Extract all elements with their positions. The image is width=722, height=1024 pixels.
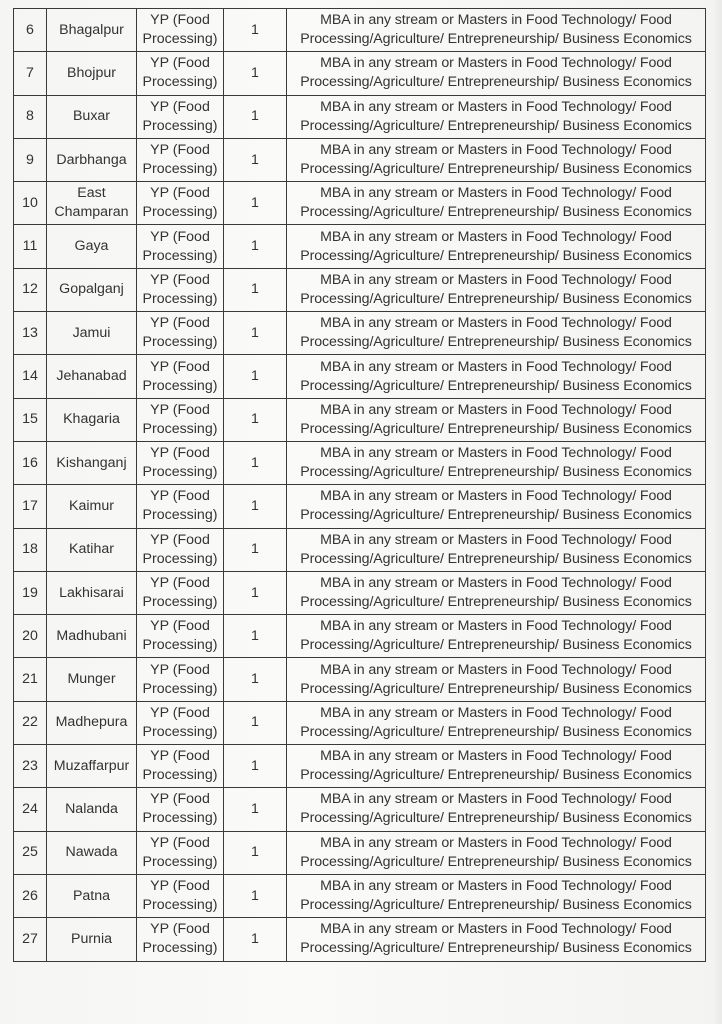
qualification-cell: MBA in any stream or Masters in Food Technology/ Food Processing/Agriculture/ Entrepreneurship/ Business Economics: [287, 701, 706, 744]
district-cell: Bhagalpur: [47, 9, 137, 52]
serial-number-cell: 24: [14, 788, 47, 831]
qualification-cell: MBA in any stream or Masters in Food Technology/ Food Processing/Agriculture/ Entrepreneurship/ Business Economics: [287, 398, 706, 441]
qualification-cell: MBA in any stream or Masters in Food Technology/ Food Processing/Agriculture/ Entrepreneurship/ Business Economics: [287, 918, 706, 961]
qualification-cell: MBA in any stream or Masters in Food Technology/ Food Processing/Agriculture/ Entrepreneurship/ Business Economics: [287, 485, 706, 528]
district-cell: Lakhisarai: [47, 571, 137, 614]
qualification-cell: MBA in any stream or Masters in Food Technology/ Food Processing/Agriculture/ Entrepreneurship/ Business Economics: [287, 874, 706, 917]
table-row: [14, 398, 706, 441]
vacancy-table: [13, 8, 706, 962]
qualification-cell: MBA in any stream or Masters in Food Technology/ Food Processing/Agriculture/ Entrepreneurship/ Business Economics: [287, 441, 706, 484]
serial-number-cell: 20: [14, 615, 47, 658]
vacancy-count-cell: 1: [224, 355, 287, 398]
post-name-cell: YP (Food Processing): [137, 355, 224, 398]
district-cell: Jehanabad: [47, 355, 137, 398]
district-cell: Gopalganj: [47, 268, 137, 311]
qualification-cell: MBA in any stream or Masters in Food Technology/ Food Processing/Agriculture/ Entrepreneurship/ Business Economics: [287, 138, 706, 181]
district-cell: Khagaria: [47, 398, 137, 441]
post-name-cell: YP (Food Processing): [137, 182, 224, 225]
scan-edge-shadow: [712, 0, 722, 1024]
district-cell: Darbhanga: [47, 138, 137, 181]
table-row: [14, 355, 706, 398]
vacancy-count-cell: 1: [224, 615, 287, 658]
qualification-cell: MBA in any stream or Masters in Food Technology/ Food Processing/Agriculture/ Entrepreneurship/ Business Economics: [287, 182, 706, 225]
district-cell: Kaimur: [47, 485, 137, 528]
serial-number-cell: 25: [14, 831, 47, 874]
post-name-cell: YP (Food Processing): [137, 138, 224, 181]
post-name-cell: YP (Food Processing): [137, 918, 224, 961]
vacancy-count-cell: 1: [224, 571, 287, 614]
district-cell: Nawada: [47, 831, 137, 874]
qualification-cell: MBA in any stream or Masters in Food Technology/ Food Processing/Agriculture/ Entrepreneurship/ Business Economics: [287, 658, 706, 701]
vacancy-table-body: [14, 9, 706, 962]
district-cell: Bhojpur: [47, 52, 137, 95]
serial-number-cell: 15: [14, 398, 47, 441]
post-name-cell: YP (Food Processing): [137, 788, 224, 831]
vacancy-count-cell: 1: [224, 701, 287, 744]
serial-number-cell: 18: [14, 528, 47, 571]
table-row: [14, 701, 706, 744]
serial-number-cell: 16: [14, 441, 47, 484]
post-name-cell: YP (Food Processing): [137, 268, 224, 311]
vacancy-count-cell: 1: [224, 788, 287, 831]
post-name-cell: YP (Food Processing): [137, 9, 224, 52]
serial-number-cell: 6: [14, 9, 47, 52]
serial-number-cell: 23: [14, 745, 47, 788]
vacancy-count-cell: 1: [224, 268, 287, 311]
table-row: [14, 745, 706, 788]
district-cell: Buxar: [47, 95, 137, 138]
qualification-cell: MBA in any stream or Masters in Food Technology/ Food Processing/Agriculture/ Entrepreneurship/ Business Economics: [287, 268, 706, 311]
qualification-cell: MBA in any stream or Masters in Food Technology/ Food Processing/Agriculture/ Entrepreneurship/ Business Economics: [287, 788, 706, 831]
serial-number-cell: 22: [14, 701, 47, 744]
district-cell: Purnia: [47, 918, 137, 961]
qualification-cell: MBA in any stream or Masters in Food Technology/ Food Processing/Agriculture/ Entrepreneurship/ Business Economics: [287, 355, 706, 398]
qualification-cell: MBA in any stream or Masters in Food Technology/ Food Processing/Agriculture/ Entrepreneurship/ Business Economics: [287, 831, 706, 874]
vacancy-count-cell: 1: [224, 9, 287, 52]
qualification-cell: MBA in any stream or Masters in Food Technology/ Food Processing/Agriculture/ Entrepreneurship/ Business Economics: [287, 52, 706, 95]
vacancy-count-cell: 1: [224, 874, 287, 917]
table-row: [14, 658, 706, 701]
vacancy-count-cell: 1: [224, 528, 287, 571]
qualification-cell: MBA in any stream or Masters in Food Technology/ Food Processing/Agriculture/ Entrepreneurship/ Business Economics: [287, 528, 706, 571]
vacancy-count-cell: 1: [224, 658, 287, 701]
table-row: [14, 615, 706, 658]
serial-number-cell: 11: [14, 225, 47, 268]
district-cell: Nalanda: [47, 788, 137, 831]
district-cell: East Champaran: [47, 182, 137, 225]
district-cell: Patna: [47, 874, 137, 917]
qualification-cell: MBA in any stream or Masters in Food Technology/ Food Processing/Agriculture/ Entrepreneurship/ Business Economics: [287, 95, 706, 138]
qualification-cell: MBA in any stream or Masters in Food Technology/ Food Processing/Agriculture/ Entrepreneurship/ Business Economics: [287, 745, 706, 788]
serial-number-cell: 21: [14, 658, 47, 701]
post-name-cell: YP (Food Processing): [137, 701, 224, 744]
district-cell: Kishanganj: [47, 441, 137, 484]
table-row: [14, 138, 706, 181]
post-name-cell: YP (Food Processing): [137, 52, 224, 95]
serial-number-cell: 27: [14, 918, 47, 961]
post-name-cell: YP (Food Processing): [137, 441, 224, 484]
vacancy-count-cell: 1: [224, 485, 287, 528]
post-name-cell: YP (Food Processing): [137, 615, 224, 658]
district-cell: Katihar: [47, 528, 137, 571]
table-row: [14, 9, 706, 52]
qualification-cell: MBA in any stream or Masters in Food Technology/ Food Processing/Agriculture/ Entrepreneurship/ Business Economics: [287, 312, 706, 355]
vacancy-count-cell: 1: [224, 95, 287, 138]
table-row: [14, 182, 706, 225]
post-name-cell: YP (Food Processing): [137, 658, 224, 701]
post-name-cell: YP (Food Processing): [137, 745, 224, 788]
vacancy-count-cell: 1: [224, 312, 287, 355]
vacancy-count-cell: 1: [224, 138, 287, 181]
table-row: [14, 441, 706, 484]
serial-number-cell: 14: [14, 355, 47, 398]
table-row: [14, 571, 706, 614]
vacancy-count-cell: 1: [224, 182, 287, 225]
vacancy-count-cell: 1: [224, 441, 287, 484]
qualification-cell: MBA in any stream or Masters in Food Technology/ Food Processing/Agriculture/ Entrepreneurship/ Business Economics: [287, 571, 706, 614]
qualification-cell: MBA in any stream or Masters in Food Technology/ Food Processing/Agriculture/ Entrepreneurship/ Business Economics: [287, 225, 706, 268]
serial-number-cell: 26: [14, 874, 47, 917]
post-name-cell: YP (Food Processing): [137, 312, 224, 355]
post-name-cell: YP (Food Processing): [137, 831, 224, 874]
vacancy-count-cell: 1: [224, 918, 287, 961]
vacancy-count-cell: 1: [224, 831, 287, 874]
table-row: [14, 831, 706, 874]
table-row: [14, 788, 706, 831]
post-name-cell: YP (Food Processing): [137, 874, 224, 917]
post-name-cell: YP (Food Processing): [137, 571, 224, 614]
vacancy-count-cell: 1: [224, 398, 287, 441]
post-name-cell: YP (Food Processing): [137, 95, 224, 138]
district-cell: Jamui: [47, 312, 137, 355]
table-row: [14, 52, 706, 95]
table-row: [14, 874, 706, 917]
district-cell: Madhepura: [47, 701, 137, 744]
district-cell: Madhubani: [47, 615, 137, 658]
post-name-cell: YP (Food Processing): [137, 485, 224, 528]
table-row: [14, 312, 706, 355]
district-cell: Muzaffarpur: [47, 745, 137, 788]
table-row: [14, 95, 706, 138]
qualification-cell: MBA in any stream or Masters in Food Technology/ Food Processing/Agriculture/ Entrepreneurship/ Business Economics: [287, 615, 706, 658]
serial-number-cell: 8: [14, 95, 47, 138]
serial-number-cell: 13: [14, 312, 47, 355]
vacancy-count-cell: 1: [224, 52, 287, 95]
serial-number-cell: 9: [14, 138, 47, 181]
serial-number-cell: 10: [14, 182, 47, 225]
serial-number-cell: 7: [14, 52, 47, 95]
table-row: [14, 485, 706, 528]
table-row: [14, 268, 706, 311]
district-cell: Munger: [47, 658, 137, 701]
table-row: [14, 528, 706, 571]
table-row: [14, 918, 706, 961]
table-row: [14, 225, 706, 268]
post-name-cell: YP (Food Processing): [137, 398, 224, 441]
serial-number-cell: 17: [14, 485, 47, 528]
qualification-cell: MBA in any stream or Masters in Food Technology/ Food Processing/Agriculture/ Entrepreneurship/ Business Economics: [287, 9, 706, 52]
post-name-cell: YP (Food Processing): [137, 528, 224, 571]
vacancy-count-cell: 1: [224, 745, 287, 788]
vacancy-count-cell: 1: [224, 225, 287, 268]
district-cell: Gaya: [47, 225, 137, 268]
post-name-cell: YP (Food Processing): [137, 225, 224, 268]
serial-number-cell: 19: [14, 571, 47, 614]
serial-number-cell: 12: [14, 268, 47, 311]
